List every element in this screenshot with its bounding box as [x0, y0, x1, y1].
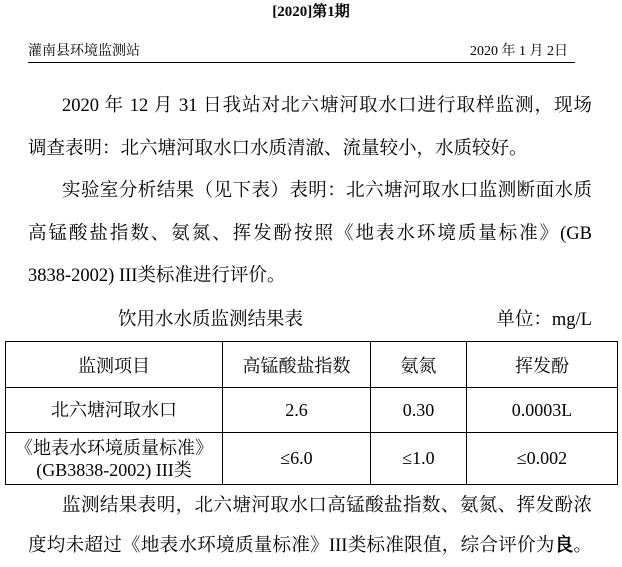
ammonia-nitrogen-value: 0.30 [371, 388, 467, 433]
permanganate-index-value: 2.6 [223, 388, 371, 433]
table-row [6, 433, 618, 485]
permanganate-index-limit: ≤6.0 [223, 433, 371, 485]
table-header-row [6, 342, 618, 388]
paragraph-line: 调查表明：北六塘河取水口水质清澈、流量较小，水质较好。 [28, 138, 528, 159]
table-unit: 单位：mg/L [496, 310, 592, 330]
paragraph-line: 实验室分析结果（见下表）表明：北六塘河取水口监测断面水质 [62, 181, 592, 201]
survey-paragraph [28, 85, 592, 170]
conclusion-paragraph [28, 486, 592, 566]
ammonia-nitrogen-limit: ≤1.0 [371, 433, 467, 485]
analysis-paragraph [28, 170, 592, 298]
standard-name [6, 433, 223, 485]
col-header-permanganate-index: 高锰酸盐指数 [223, 342, 371, 388]
bulletin-header [28, 41, 575, 63]
intro-section [28, 85, 592, 298]
table-caption [28, 299, 592, 341]
col-header-volatile-phenol: 挥发酚 [467, 342, 618, 388]
table-title: 饮用水水质监测结果表 [118, 310, 304, 330]
paragraph-line: 监测结果表明，北六塘河取水口高锰酸盐指数、氨氮、挥发酚浓 [62, 496, 592, 516]
cell-text: (GB3838-2002) III类 [36, 459, 192, 480]
results-table [5, 341, 618, 485]
monitoring-point-name [6, 388, 223, 433]
table-row [6, 388, 618, 433]
issue-date: 2020 年 1 月 2日 [470, 44, 568, 59]
volatile-phenol-limit: ≤0.002 [467, 433, 618, 485]
volatile-phenol-value: 0.0003L [467, 388, 618, 433]
paragraph-line [28, 526, 592, 566]
issuing-organization: 灌南县环境监测站 [28, 44, 140, 59]
cell-text: 《地表水环境质量标准》 [15, 437, 213, 458]
col-header-item: 监测项目 [6, 342, 223, 388]
paragraph-line: 2020 年 12 月 31 日我站对北六塘河取水口进行取样监测，现场 [62, 96, 592, 116]
overall-grade: 良 [554, 536, 574, 556]
issue-number: [2020]第1期 [272, 4, 350, 20]
cell-text: 北六塘河取水口 [51, 400, 177, 420]
conclusion-text: 度均未超过《地表水环境质量标准》III类标准限值，综合评价为 [28, 536, 555, 556]
paragraph-line: 3838-2002) III类标准进行评价。 [28, 266, 286, 286]
sentence-end: 。 [573, 536, 592, 556]
col-header-ammonia-nitrogen: 氨氮 [371, 342, 467, 388]
paragraph-line: 高锰酸盐指数、氨氮、挥发酚按照《地表水环境质量标准》(GB [28, 223, 592, 244]
